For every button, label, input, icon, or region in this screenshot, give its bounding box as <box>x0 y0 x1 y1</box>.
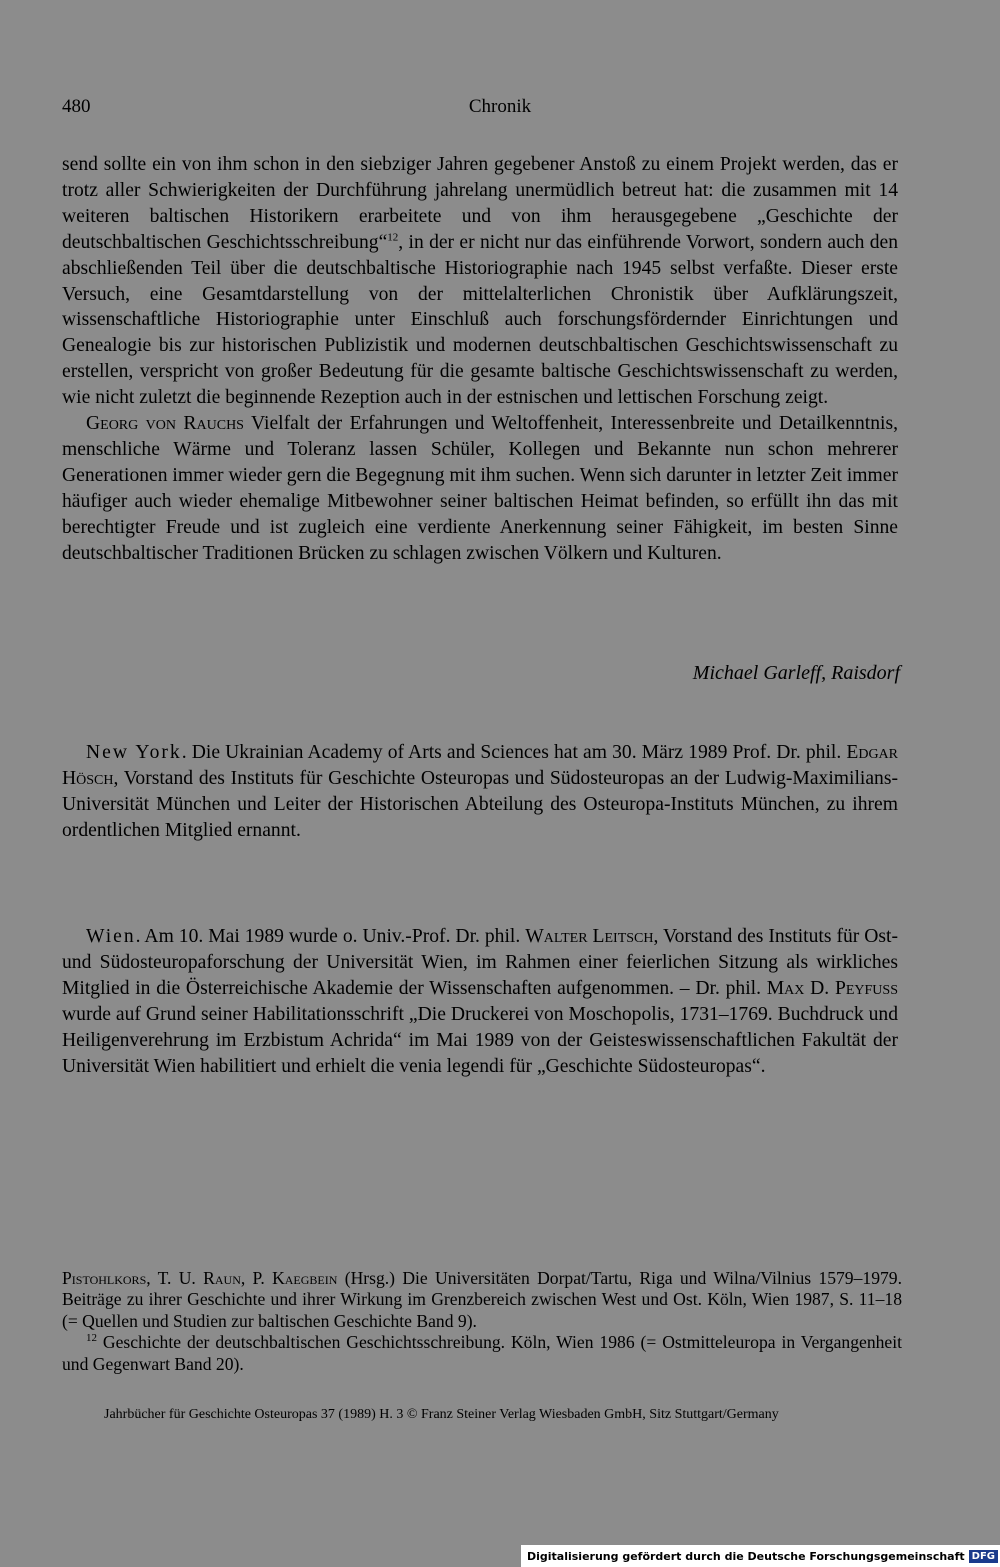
paragraph-continuation <box>62 152 898 411</box>
para1-text: send sollte ein von ihm schon in den siebziger Jahren gegebener Anstoß zu einem Projekt werden, das er trotz aller Schwierigkeiten der Durchführung jahrelang unermüdlich betreut hat: die zusammen mit 14 weiteren baltischen Historikern erarbeitete und von ihm herausgegebene „Geschichte der deutschbaltischen Geschichtsschreibung“ <box>62 154 898 253</box>
author-signature: Michael Garleff, Raisdorf <box>692 662 900 684</box>
footnote-11 <box>62 1268 902 1332</box>
wien-text-1: . Am 10. Mai 1989 wurde o. Univ.-Prof. Dr. phil. <box>135 926 526 947</box>
running-head: Chronik <box>468 96 532 117</box>
wien-text-2: , Vorstand des Instituts für Ost- und Südosteuropaforschung der Universität Wien, im Rahmen einer feierlichen Sitzung als wirkliches Mitglied in die Österreichische Akademie der Wissenschaften aufgenommen. – Dr. phil. <box>62 926 898 999</box>
fn-text: , P. <box>240 1268 273 1288</box>
footnote-ref-12[interactable]: 12 <box>387 231 399 244</box>
paragraph-rauch <box>62 411 898 566</box>
fn-text: Geschichte der deutschbaltischen Geschichtsschreibung. Köln, Wien 1986 (= Ostmitteleuropa in Vergangenheit und Gegenwart Band 20). <box>62 1332 902 1374</box>
fn-text: (Hrsg.) Die Universitäten Dorpat/Tartu, Riga und Wilna/Vilnius 1579–1979. Beiträge zu ihrer Geschichte und ihrer Wirkung im Grenzbereich zwischen West und Ost. Köln, Wien 1987, S. 11–18 (= Quellen und Studien zur baltischen Geschichte Band 9). <box>62 1268 902 1331</box>
dfg-text: Digitalisierung gefördert durch die Deutsche Forschungsgemeinschaft <box>526 1549 965 1563</box>
body-text-wien <box>62 924 898 1079</box>
dfg-funding-bar[interactable] <box>521 1545 1000 1567</box>
dfg-logo-icon: DFG <box>969 1550 998 1563</box>
footnotes <box>62 1268 902 1375</box>
newyork-text-1: . Die Ukrainian Academy of Arts and Sciences hat am 30. März 1989 Prof. Dr. phil. <box>181 742 847 763</box>
person-name: Georg von Rauchs <box>86 413 244 435</box>
body-text-1 <box>62 152 898 567</box>
person-name: Edgar Hösch <box>62 742 898 789</box>
author-name: Kaegbein <box>272 1268 338 1288</box>
wien-text-3: wurde auf Grund seiner Habilitationsschrift „Die Druckerei von Moschopolis, 1731–1769. Buchdruck und Heiligenverehrung im Erzbistum Achrida“ im Mai 1989 von der Geisteswissenschaftlichen Fakultät der Universität Wien habilitiert und erhielt die venia legendi für „Geschichte Südosteuropas“. <box>62 1003 898 1077</box>
body-text-newyork <box>62 740 898 844</box>
journal-imprint: Jahrbücher für Geschichte Osteuropas 37 (1989) H. 3 © Franz Steiner Verlag Wiesbaden GmbH, Sitz Stuttgart/Germany <box>104 1407 779 1422</box>
footnote-number: 12 <box>86 1332 97 1345</box>
person-name: Max D. Peyfuss <box>766 977 898 999</box>
author-name: Raun <box>203 1268 241 1288</box>
paragraph-wien <box>62 924 898 1079</box>
paragraph-newyork <box>62 740 898 844</box>
para2-text: Vielfalt der Erfahrungen und Weltoffenheit, Interessenbreite und Detailkenntnis, menschliche Wärme und Toleranz lassen Schüler, Kollegen und Bekannte nun schon mehrerer Generationen immer wieder gern die Begegnung mit ihm suchen. Wenn sich darunter in letzter Zeit immer häufiger auch wieder ehemalige Mitbewohner seiner baltischen Heimat befinden, so erfüllt ihn das mit berechtigter Freude und ist zugleich eine verdiente Anerkennung seiner Fähigkeit, im besten Sinne deutschbaltischer Traditionen Brücken zu schlagen zwischen Völkern und Kulturen. <box>62 413 898 564</box>
person-name: Walter Leitsch <box>525 926 654 947</box>
author-name: Pistohlkors <box>62 1268 147 1288</box>
place-heading: Wien <box>86 926 136 947</box>
page-number: 480 <box>62 96 91 117</box>
fn-text: , T. U. <box>146 1268 204 1288</box>
para1-rest: , in der er nicht nur das einführende Vorwort, sondern auch den abschließenden Teil über die deutschbaltische Historiographie nach 1945 selbst verfaßte. Dieser erste Versuch, eine Gesamtdarstellung von der mittelalterlichen Chronistik über Aufklärungszeit, wissenschaftliche Historiographie unter Einschluß auch forschungsfördernder Einrichtungen und Genealogie bis zur historischen Publizistik und modernen deutschbaltischen Geschichtswissenschaft zu erstellen, verspricht von großer Bedeutung für die gesamte baltische Geschichtswissenschaft zu werden, wie nicht zuletzt die beginnende Rezeption auch in der estnischen und lettischen Forschung zeigt. <box>62 231 898 409</box>
place-heading: New York <box>86 742 182 763</box>
newyork-text-2: , Vorstand des Instituts für Geschichte Osteuropas und Südosteuropas an der Ludwig-Maximilians-Universität München und Leiter der Historischen Abteilung des Osteuropa-Instituts München, zu ihrem ordentlichen Mitglied ernannt. <box>62 767 898 841</box>
footnote-12 <box>62 1332 902 1375</box>
